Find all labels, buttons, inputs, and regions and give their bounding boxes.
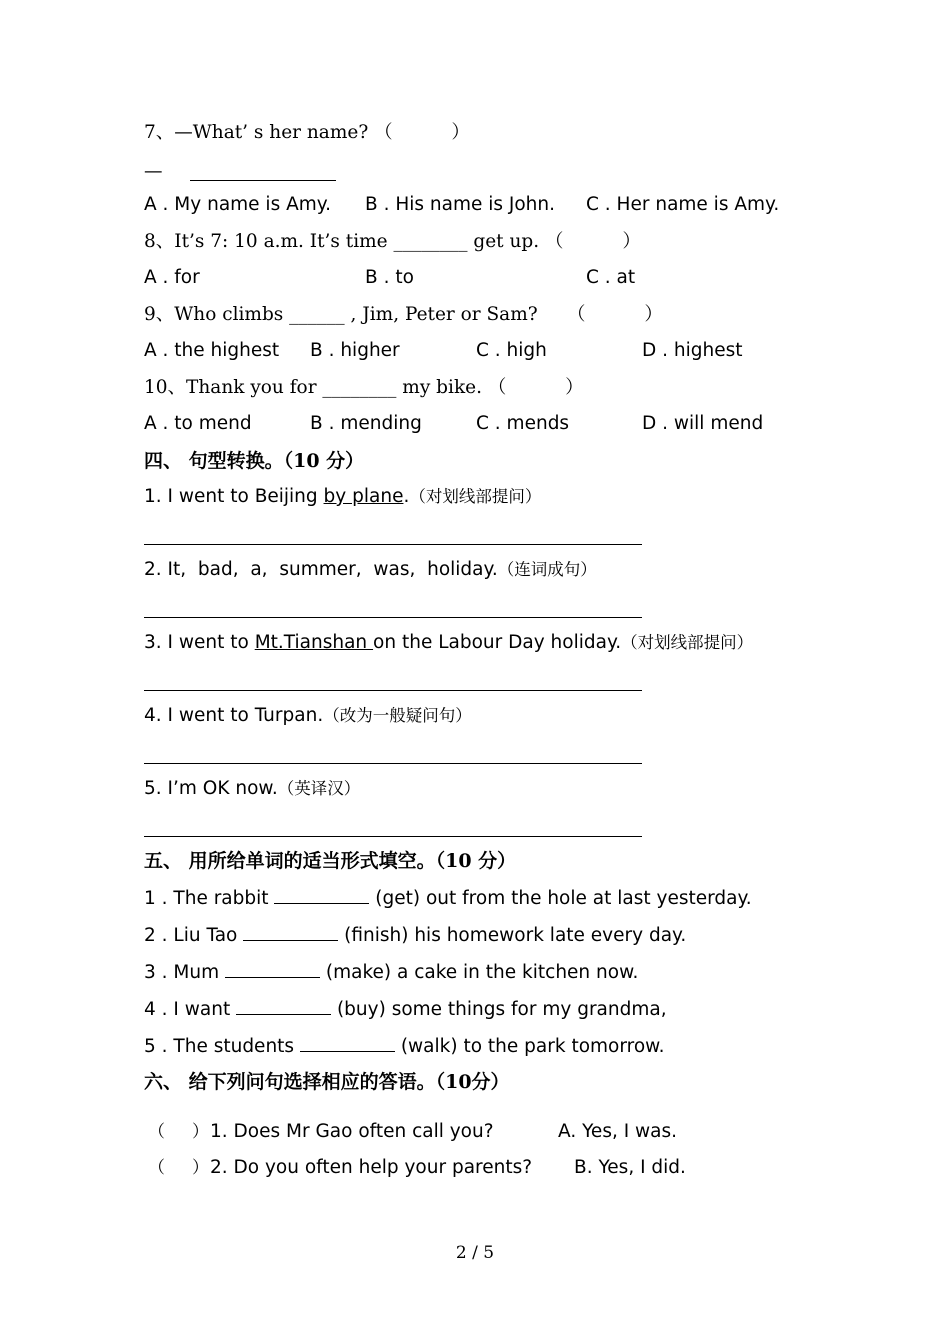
- q10-option-c: C . mends: [476, 413, 570, 434]
- q9-option-a: A . the highest: [144, 340, 280, 361]
- s5-item-2: 2 . Liu Tao (finish) his homework late every day.: [144, 925, 687, 946]
- s5-item-5: 5 . The students (walk) to the park tomorrow.: [144, 1036, 665, 1057]
- s4-item-2: 2. It, bad, a, summer, was, holiday.（连词成句）: [144, 559, 597, 580]
- s4-answer-line-5: [144, 836, 642, 837]
- fill-blank[interactable]: [236, 997, 331, 1015]
- q9-option-d: D . highest: [642, 340, 743, 361]
- s4-answer-line-3: [144, 690, 642, 691]
- q7-answer-blank: [190, 180, 336, 181]
- section6-heading: 六、 给下列问句选择相应的答语。（10分）: [144, 1071, 510, 1093]
- s4-answer-line-2: [144, 617, 642, 618]
- fill-blank[interactable]: [225, 960, 320, 978]
- s6-answer-paren-1[interactable]: （ ）: [148, 1122, 210, 1142]
- q10-option-a: A . to mend: [144, 413, 252, 434]
- fill-blank[interactable]: [274, 886, 369, 904]
- section4-heading: 四、 句型转换。（10 分）: [144, 450, 365, 472]
- q7-answer-dash: —: [144, 161, 163, 182]
- s4-answer-line-1: [144, 544, 642, 545]
- s4-item-1: 1. I went to Beijing by plane.（对划线部提问）: [144, 486, 542, 507]
- s5-item-4: 4 . I want (buy) some things for my grandma,: [144, 999, 667, 1020]
- q8-stem: 8、It’s 7: 10 a.m. It’s time ________ get up. （ ）: [144, 231, 641, 252]
- s6-answer-2: B. Yes, I did.: [574, 1157, 686, 1178]
- q8-option-c: C . at: [586, 267, 636, 288]
- q7-option-c: C . Her name is Amy.: [586, 194, 780, 215]
- s6-answer-paren-2[interactable]: （ ）: [148, 1158, 210, 1178]
- fill-blank[interactable]: [300, 1034, 395, 1052]
- q10-stem: 10、Thank you for ________ my bike. （ ）: [144, 377, 584, 398]
- q9-stem: 9、Who climbs ______ , Jim, Peter or Sam? （ ）: [144, 304, 663, 325]
- q7-option-b: B . His name is John.: [365, 194, 556, 215]
- s4-item-4: 4. I went to Turpan.（改为一般疑问句）: [144, 705, 472, 726]
- s5-item-3: 3 . Mum (make) a cake in the kitchen now.: [144, 962, 639, 983]
- q10-option-b: B . mending: [310, 413, 422, 434]
- s6-question-2: 2. Do you often help your parents?: [210, 1157, 533, 1178]
- q7-stem: 7、—What’ s her name? （ ）: [144, 122, 470, 143]
- q8-option-a: A . for: [144, 267, 200, 288]
- q8-option-b: B . to: [365, 267, 414, 288]
- q7-option-a: A . My name is Amy.: [144, 194, 331, 215]
- q9-option-c: C . high: [476, 340, 547, 361]
- s4-item-5: 5. I’m OK now.（英译汉）: [144, 778, 361, 799]
- page-number: 2 / 5: [455, 1243, 495, 1263]
- section5-heading: 五、 用所给单词的适当形式填空。（10 分）: [144, 850, 517, 872]
- fill-blank[interactable]: [243, 923, 338, 941]
- q9-option-b: B . higher: [310, 340, 400, 361]
- s6-answer-1: A. Yes, I was.: [558, 1121, 678, 1142]
- q10-option-d: D . will mend: [642, 413, 764, 434]
- s4-item-3: 3. I went to Mt.Tianshan on the Labour Day holiday.（对划线部提问）: [144, 632, 754, 653]
- s6-question-1: 1. Does Mr Gao often call you?: [210, 1121, 494, 1142]
- s5-item-1: 1 . The rabbit (get) out from the hole at last yesterday.: [144, 888, 752, 909]
- s4-answer-line-4: [144, 763, 642, 764]
